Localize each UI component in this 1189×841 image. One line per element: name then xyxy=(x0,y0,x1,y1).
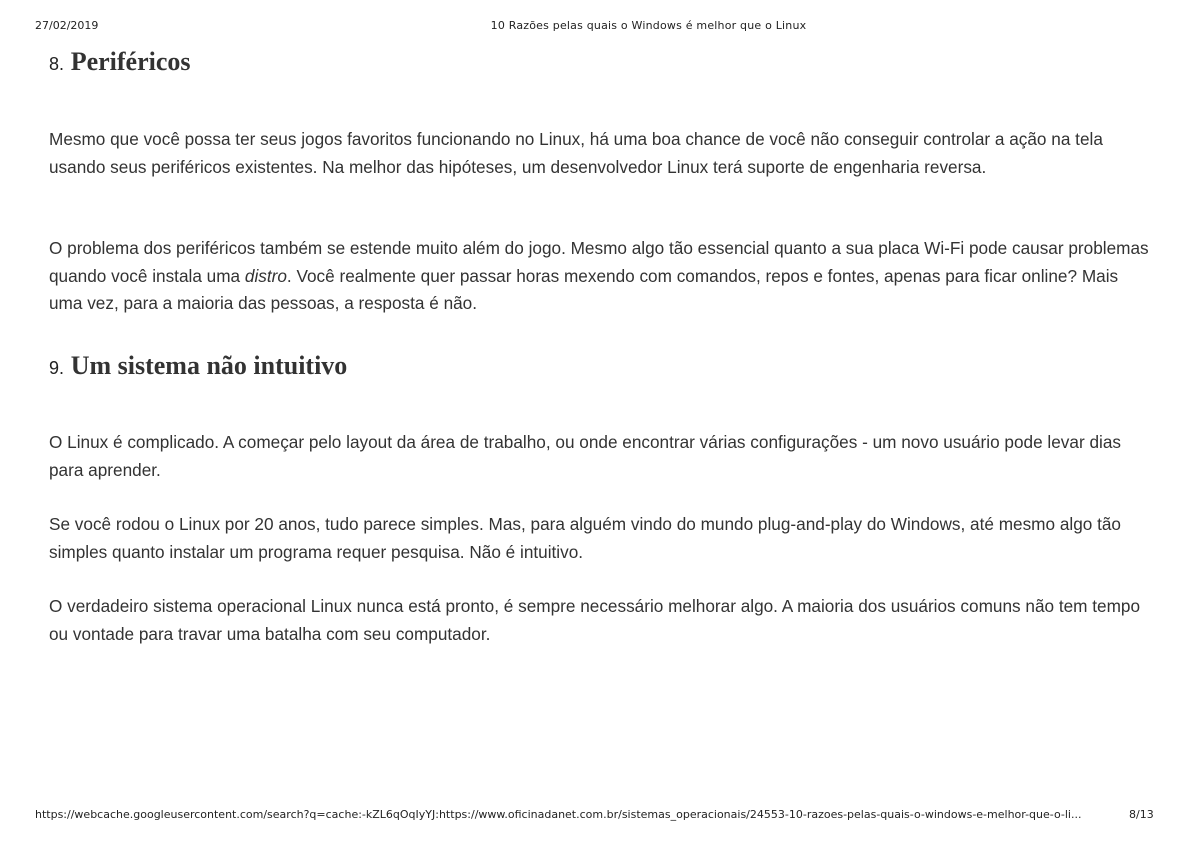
paragraph xyxy=(49,235,1149,318)
section-number: 9. xyxy=(49,358,65,378)
section-title: Periféricos xyxy=(70,47,191,76)
paragraph: O verdadeiro sistema operacional Linux nunca está pronto, é sempre necessário melhorar algo. A maioria dos usuários comuns não tem tempo ou vontade para travar uma batalha com seu computador. xyxy=(49,596,1141,644)
section-heading-perifericos xyxy=(49,44,191,80)
emphasis-term: distro xyxy=(244,265,287,286)
page-number: 8/13 xyxy=(1129,808,1154,821)
section-heading-sistema-nao-intuitivo xyxy=(49,348,347,384)
source-url: https://webcache.googleusercontent.com/search?q=cache:-kZL6qOqIyYJ:https://www.oficinadanet.com.br/sistemas_operacionais/24553-10-razoes-pelas-quais-o-windows-e-melhor-que-o-li... xyxy=(35,808,1082,821)
print-page-title: 10 Razões pelas quais o Windows é melhor que o Linux xyxy=(490,19,807,32)
paragraph: Se você rodou o Linux por 20 anos, tudo parece simples. Mas, para alguém vindo do mundo plug-and-play do Windows, até mesmo algo tão simples quanto instalar um programa requer pesquisa. Não é intuitivo. xyxy=(49,514,1121,562)
print-header xyxy=(0,19,1189,35)
print-footer xyxy=(0,808,1189,824)
print-date: 27/02/2019 xyxy=(35,19,99,32)
paragraph-text: . Você realmente quer passar horas mexendo com comandos, repos e fontes, apenas para ficar online? Mais uma vez, para a maioria das pessoas, a resposta é não. xyxy=(49,265,1119,313)
section-number: 8. xyxy=(49,54,65,74)
paragraph-text: O problema dos periféricos também se estende muito além do jogo. Mesmo algo tão essencial quanto a sua placa Wi-Fi pode causar problemas quando você instala uma xyxy=(49,238,1149,286)
section-title: Um sistema não intuitivo xyxy=(70,351,348,380)
paragraph: O Linux é complicado. A começar pelo layout da área de trabalho, ou onde encontrar várias configurações - um novo usuário pode levar dias para aprender. xyxy=(49,432,1121,480)
paragraph: Mesmo que você possa ter seus jogos favoritos funcionando no Linux, há uma boa chance de você não conseguir controlar a ação na tela usando seus periféricos existentes. Na melhor das hipóteses, um desenvolvedor Linux terá suporte de engenharia reversa. xyxy=(49,129,1103,177)
